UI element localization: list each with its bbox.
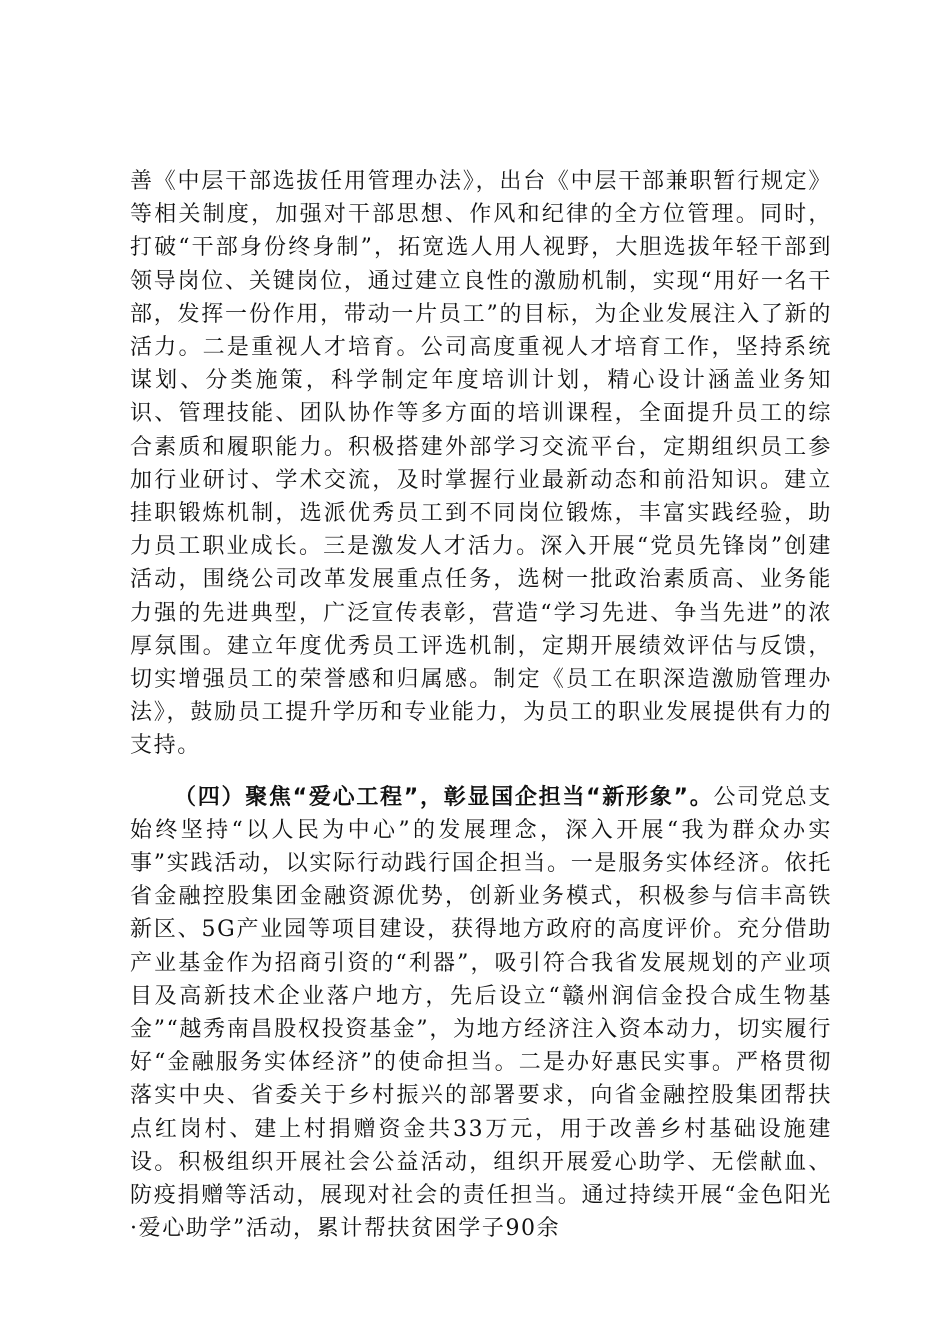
section-heading: （四）聚焦“爱心工程”，彰显国企担当“新形象”。 bbox=[174, 784, 714, 810]
paragraph-1: 善《中层干部选拔任用管理办法》，出台《中层干部兼职暂行规定》等相关制度，加强对干部思想、作风和纪律的全方位管理。同时，打破“干部身份终身制”，拓宽选人用人视野，大胆选拔年轻干部到领导岗位、关键岗位，通过建立良性的激励机制，实现“用好一名干部，发挥一份作用，带动一片员工”的目标，为企业发展注入了新的活力。二是重视人才培育。公司高度重视人才培育工作，坚持系统谋划、分类施策，科学制定年度培训计划，精心设计涵盖业务知识、管理技能、团队协作等多方面的培训课程，全面提升员工的综合素质和履职能力。积极搭建外部学习交流平台，定期组织员工参加行业研讨、学术交流，及时掌握行业最新动态和前沿知识。建立挂职锻炼机制，选派优秀员工到不同岗位锻炼，丰富实践经验，助力员工职业成长。三是激发人才活力。深入开展“党员先锋岗”创建活动，围绕公司改革发展重点任务，选树一批政治素质高、业务能力强的先进典型，广泛宣传表彰，营造“学习先进、争当先进”的浓厚氛围。建立年度优秀员工评选机制，定期开展绩效评估与反馈，切实增强员工的荣誉感和归属感。制定《员工在职深造激励管理办法》，鼓励员工提升学历和专业能力，为员工的职业发展提供有力的支持。 bbox=[130, 169, 832, 759]
paragraph-2 bbox=[130, 781, 832, 1246]
document-body bbox=[130, 165, 832, 1246]
paragraph-2-body: 公司党总支始终坚持“以人民为中心”的发展理念，深入开展“我为群众办实事”实践活动，以实际行动践行国企担当。一是服务实体经济。依托省金融控股集团金融资源优势，创新业务模式，积极参与信丰高铁新区、5G产业园等项目建设，获得地方政府的高度评价。充分借助产业基金作为招商引资的“利器”，吸引符合我省发展规划的产业项目及高新技术企业落户地方，先后设立“赣州润信金投合成生物基金”“越秀南昌股权投资基金”，为地方经济注入资本动力，切实履行好“金融服务实体经济”的使命担当。二是办好惠民实事。严格贯彻落实中央、省委关于乡村振兴的部署要求，向省金融控股集团帮扶点红岗村、建上村捐赠资金共33万元，用于改善乡村基础设施建设。积极组织开展社会公益活动，组织开展爱心助学、无偿献血、防疫捐赠等活动，展现对社会的责任担当。通过持续开展“金色阳光·爱心助学”活动，累计帮扶贫困学子90余 bbox=[130, 784, 832, 1242]
